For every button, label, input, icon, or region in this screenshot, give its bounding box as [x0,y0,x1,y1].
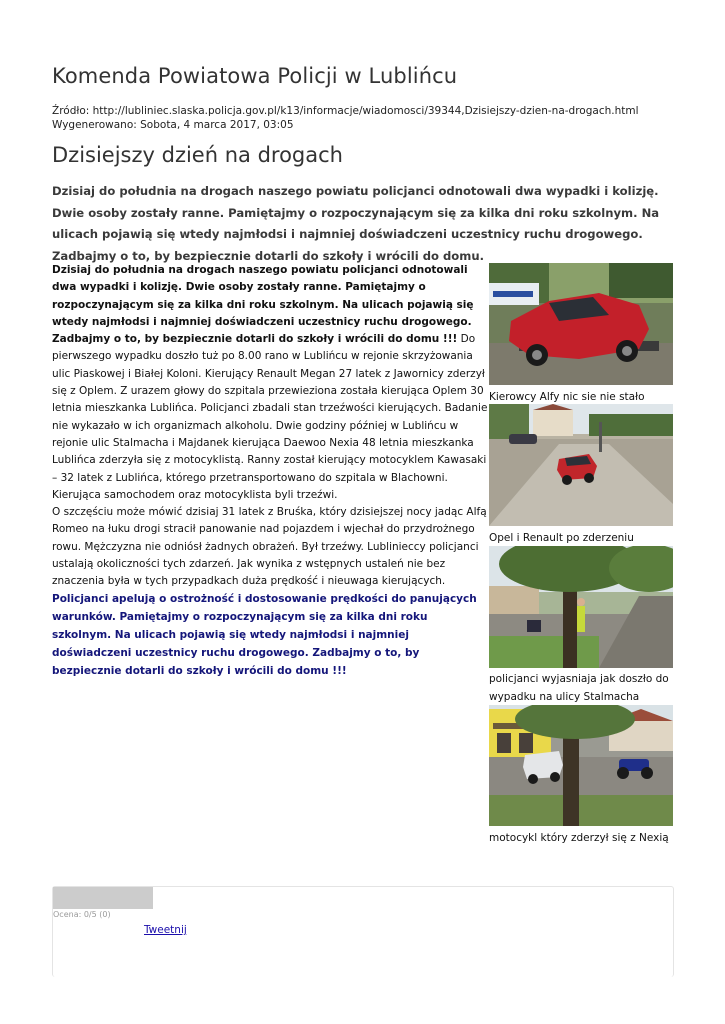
article-body [52,262,488,591]
photo-caption-3: policjanci wyjasniaja jak doszło do wypadku na ulicy Stalmacha [489,673,669,703]
site-title: Komenda Powiatowa Policji w Lublińcu [52,64,458,88]
body-paragraph-2: O szczęściu może mówić dzisiaj 31 latek z Bruśka, który dzisiejszej nocy jadąc Alfą Romeo na łuku drogi stracił panowanie nad pojazdem i wjechał do przydrożnego rowu. Mężczyzna nie odniósł żadnych obrażeń. Był trzeźwy. Lublinieccy policjanci ustalają okoliczności tych zdarzeń. Jak wynika z wstępnych ustaleń nie bez znaczenia była w tych przypadkach duża prędkość i nieuwaga kierujących. [52,506,487,588]
generated-line: Wygenerowano: Sobota, 4 marca 2017, 03:05 [52,119,294,131]
opel-renault-image [489,404,673,526]
photo-motorcycle[interactable] [489,705,673,826]
photo-caption-2: Opel i Renault po zderzeniu [489,532,634,544]
police-appeal: Policjanci apelują o ostrożność i dostosowanie prędkości do panujących warunków. Pamiętajmy o rozpoczynającym się za kilka dni roku szkolnym. Na ulicach pojawią się wtedy najmłodsi i najmniej doświadczeni uczestnicy ruchu drogowego. Zadbajmy o to, by bezpiecznie dotarli do szkoły i wrócili do domu !!! [52,593,477,677]
article-title: Dzisiejszy dzień na drogach [52,143,343,167]
crashed-alfa-image [489,263,673,385]
meta-info [52,104,639,132]
article-lead: Dzisiaj do południa na drogach naszego powiatu policjanci odnotowali dwa wypadki i kolizję. Dwie osoby zostały ranne. Pamiętajmy o rozpoczynającym się za kilka dni roku szkolnym. Na ulicach pojawią się wtedy najmłodsi i najmniej doświadczeni uczestnicy ruchu drogowego. Zadbajmy o to, by bezpiecznie dotarli do szkoły i wrócili do domu. [52,184,660,263]
photo-opel-renault[interactable] [489,404,673,526]
stalmacha-image [489,546,673,668]
rating-box [52,886,674,977]
motorcycle-image [489,705,673,826]
body-bold-intro: Dzisiaj do południa na drogach naszego powiatu policjanci odnotowali dwa wypadki i kolizję. Dwie osoby zostały ranne. Pamiętajmy o rozpoczynającym się za kilka dni roku szkolnym. Na ulicach pojawią się wtedy najmłodsi i najmniej doświadczeni uczestnicy ruchu drogowego. Zadbajmy o to, by bezpiecznie dotarli do szkoły i wrócili do domu !!! [52,264,474,346]
body-paragraph-1: Do pierwszego wypadku doszło tuż po 8.00 rano w Lublińcu w rejonie skrzyżowania ulic Piaskowej i Białej Koloni. Kierujący Renault Megan 27 latek z Jawornicy zderzył się z Oplem. Z urazem głowy do szpitala przewieziona została kierująca Oplem 30 letnia mieszkanka Lublińca. Policjanci zbadali stan trzeźwości kierujących. Badanie nie wykazało w ich organizmach alkoholu. Dwie godziny później w Lublińcu w rejonie ulic Stalmacha i Majdanek kierująca Daewoo Nexia 48 letnia mieszkanka Lublińca zderzyła się z motocyklistą. Ranny został kierujący motocyklem Kawasaki – 32 latek z Lublińca, którego przetransportowano do szpitala w Blachowni. Kierująca samochodem oraz motocyklista byli trzeźwi. [52,333,488,501]
photo-caption-4: motocykl który zderzył się z Nexią [489,832,669,844]
photo-caption-1: Kierowcy Alfy nic sie nie stało [489,391,645,403]
source-line: Źródło: http://lubliniec.slaska.policja.gov.pl/k13/informacje/wiadomosci/39344,Dzisiejszy-dzien-na-drogach.html [52,105,639,117]
rating-text: Ocena: 0/5 (0) [53,910,111,919]
tweet-link[interactable]: Tweetnij [144,924,187,936]
photo-stalmacha[interactable] [489,546,673,668]
photo-alfa-romeo[interactable] [489,263,673,385]
rating-stars[interactable] [53,887,153,909]
